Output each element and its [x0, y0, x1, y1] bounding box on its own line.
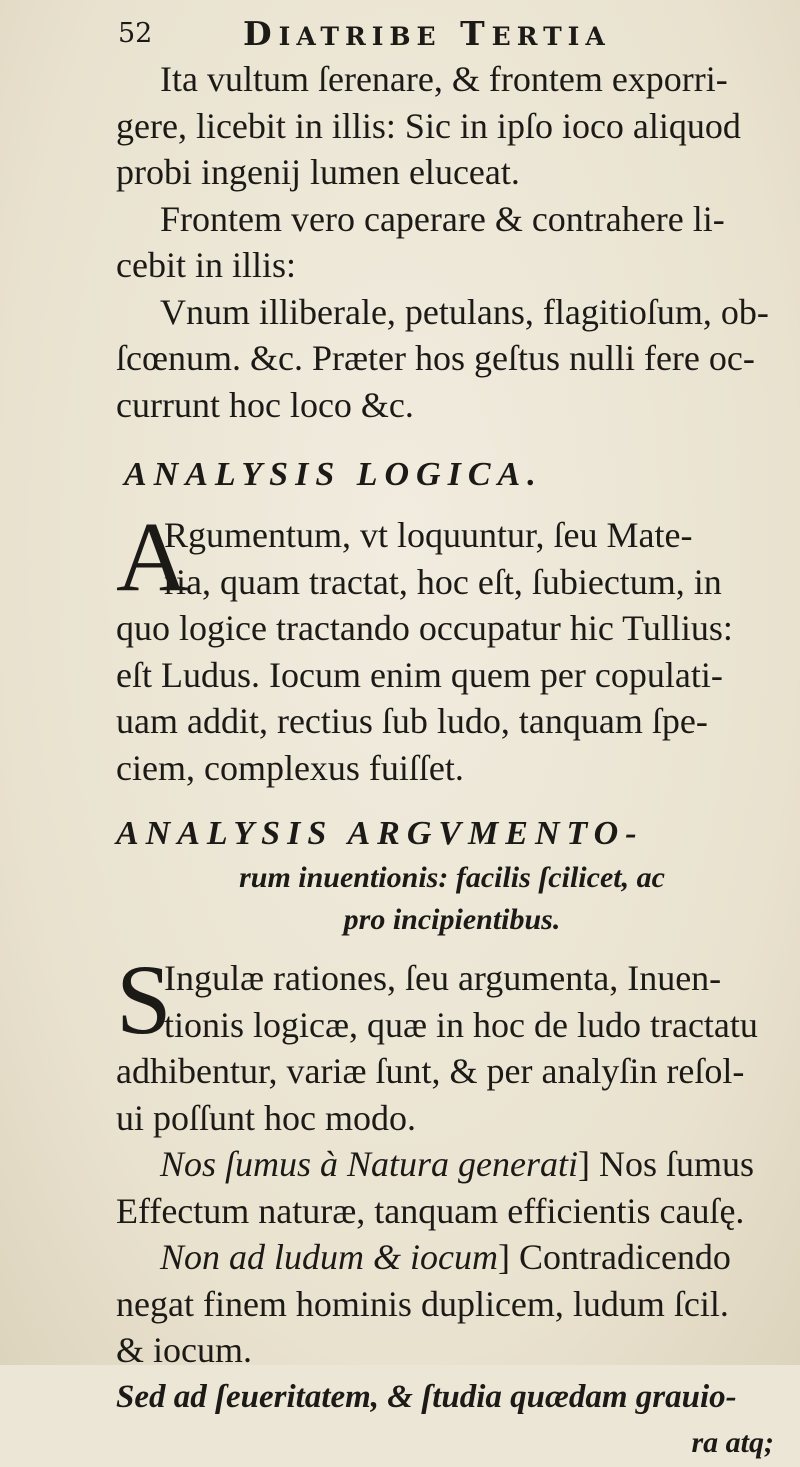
text-line: negat finem hominis duplicem, ludum ſcil. [116, 1283, 729, 1324]
text-line: currunt hoc loco &c. [116, 384, 414, 425]
quoted-lemma: Nos ſumus à Natura generati [160, 1144, 579, 1184]
drop-cap: A [116, 501, 189, 612]
text-line: quo logice tractando occupatur hic Tullius: [116, 608, 733, 648]
page-body [116, 56, 788, 1467]
text-line: Nos ſumus à Natura generati] Nos ſumus [160, 1144, 755, 1184]
paragraph-singulae [116, 944, 788, 1141]
catchword: ra atq; [691, 1426, 774, 1459]
text-line: ui poſſunt hoc modo. [116, 1097, 416, 1138]
section-heading-analysis-argumentorum: ANALYSIS ARGVMENTO- [116, 815, 644, 852]
drop-cap: S [116, 944, 172, 1055]
page-header [118, 14, 760, 58]
text-line: ſcœnum. &c. Præter hos geſtus nulli fere oc- [116, 338, 755, 378]
text-line: Vnum illiberale, petulans, flagitioſum, ob- [160, 291, 769, 332]
paragraph-analysis [116, 1141, 788, 1467]
text-line: Rgumentum, vt loquuntur, ſeu Mate- [164, 515, 693, 555]
text-line: cebit in illis: [116, 245, 296, 285]
page-number: 52 [118, 18, 153, 49]
text-line: tionis logicæ, quæ in hoc de ludo tractatu [164, 1004, 758, 1045]
text-line: Ita vultum ſerenare, & frontem exporri- [160, 59, 728, 99]
text-block-1 [116, 56, 788, 428]
text-line: Effectum naturæ, tanquam efficientis cauſę. [116, 1190, 745, 1231]
text-line: Sed ad ſeueritatem, & ſtudia quædam grauio- [116, 1378, 737, 1415]
text-line: probi ingenij lumen eluceat. [116, 152, 520, 192]
text-line: Non ad ludum & iocum] Contradicendo [160, 1237, 731, 1277]
text-line: Ingulæ rationes, ſeu argumenta, Inuen- [164, 958, 722, 998]
text-line: uam addit, rectius ſub ludo, tanquam ſpe- [116, 701, 708, 741]
text-line: ria, quam tractat, hoc eſt, ſubiectum, in [164, 561, 722, 602]
section-subheading: rum inuentionis: facilis ſcilicet, ac [239, 861, 665, 894]
text-line: Frontem vero caperare & contrahere li- [160, 198, 725, 239]
text-line: gere, licebit in illis: Sic in ipſo ioco aliquod [116, 105, 741, 146]
section-heading-analysis-logica: ANALYSIS LOGICA. [124, 456, 543, 493]
section-subheading: pro incipientibus. [343, 903, 561, 936]
quoted-lemma: Non ad ludum & iocum [160, 1237, 498, 1277]
running-head: DIATRIBE TERTIA [243, 14, 611, 53]
text-line: adhibentur, variæ ſunt, & per analyſin reſol- [116, 1051, 745, 1091]
text-line: ciem, complexus fuiſſet. [116, 747, 464, 788]
text-line: & iocum. [116, 1330, 252, 1370]
text-line: eſt Ludus. Iocum enim quem per copulati- [116, 654, 723, 695]
paragraph-argumentum [116, 501, 788, 791]
